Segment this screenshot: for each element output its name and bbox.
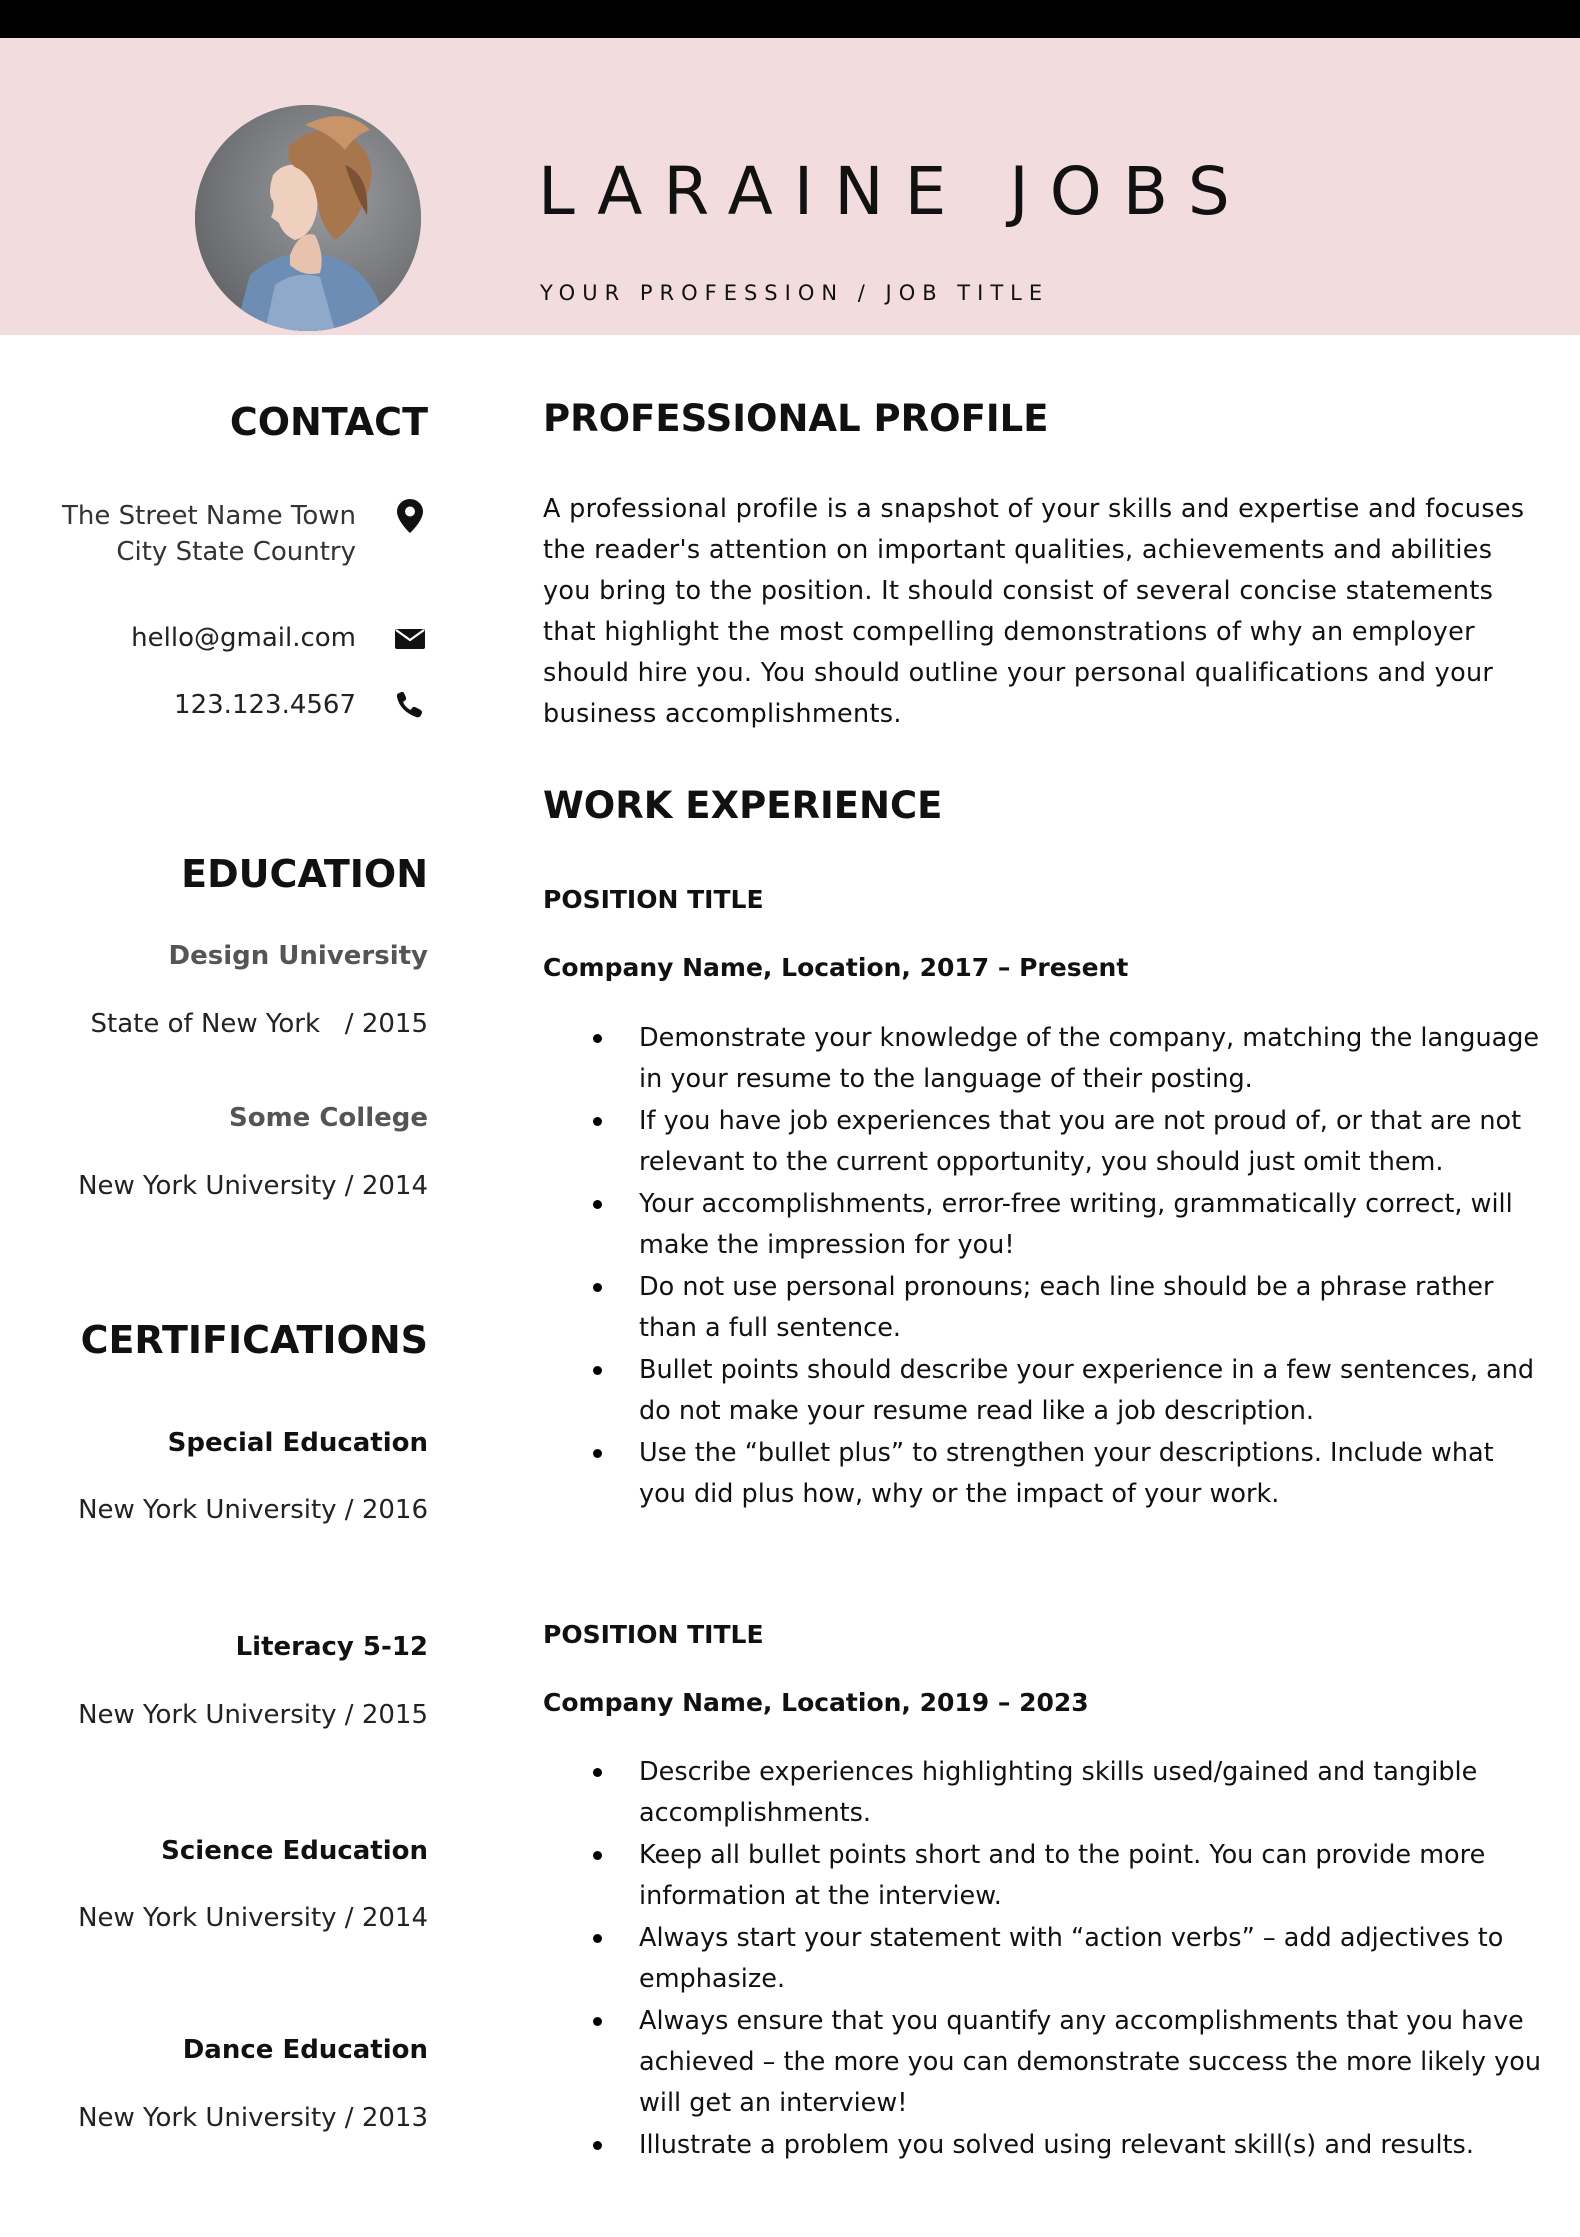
certification-item-2 xyxy=(40,1632,428,1662)
list-item: Use the “bullet plus” to strengthen your descriptions. Include what you did plus how, why or the impact of your work. xyxy=(543,1433,1543,1515)
job-title: POSITION TITLE xyxy=(543,1620,764,1649)
certification-title: Literacy 5-12 xyxy=(235,1632,428,1662)
education-heading: EDUCATION xyxy=(181,852,428,896)
address-line1: The Street Name Town xyxy=(62,501,356,531)
email-text: hello@gmail.com xyxy=(131,623,356,653)
job-2-company-block xyxy=(543,1688,1543,1717)
list-item: Your accomplishments, error-free writing, grammatically correct, will make the impression for you! xyxy=(543,1184,1543,1266)
contact-section xyxy=(40,400,428,444)
education-item-2-detail xyxy=(40,1171,428,1201)
phone-icon xyxy=(392,687,428,723)
address-row xyxy=(62,498,428,570)
certification-title: Special Education xyxy=(167,1428,428,1458)
work-heading: WORK EXPERIENCE xyxy=(543,784,943,827)
address-block xyxy=(40,498,428,578)
job-2-title-block xyxy=(543,1620,1543,1649)
education-detail: State of New York / 2015 xyxy=(90,1009,428,1039)
email-row xyxy=(131,620,428,656)
phone-block xyxy=(40,687,428,727)
certification-item-1-detail xyxy=(40,1495,428,1525)
certification-detail: New York University / 2016 xyxy=(78,1495,428,1525)
job-1-title-block xyxy=(543,885,1543,914)
envelope-icon xyxy=(392,620,428,656)
header-banner xyxy=(0,38,1580,335)
candidate-name: LARAINE JOBS xyxy=(538,153,1251,230)
certification-detail: New York University / 2015 xyxy=(78,1700,428,1730)
list-item: Keep all bullet points short and to the point. You can provide more information at the interview. xyxy=(543,1835,1543,1917)
job-company: Company Name, Location, 2017 – Present xyxy=(543,953,1129,982)
email-block xyxy=(40,620,428,660)
top-black-bar xyxy=(0,0,1580,38)
map-pin-icon xyxy=(392,498,428,534)
certification-title: Science Education xyxy=(161,1836,428,1866)
certifications-heading: CERTIFICATIONS xyxy=(80,1318,428,1362)
education-school: Some College xyxy=(228,1103,428,1133)
job-2-bullets xyxy=(543,1752,1543,2167)
profile-section xyxy=(543,397,1543,440)
address-line2: City State Country xyxy=(116,537,356,567)
profile-body xyxy=(543,489,1528,735)
job-1-bullets xyxy=(543,1018,1543,1516)
certification-item-4 xyxy=(40,2035,428,2065)
education-item-2 xyxy=(40,1103,428,1133)
avatar xyxy=(195,105,421,331)
job-title: POSITION TITLE xyxy=(543,885,764,914)
certification-item-3 xyxy=(40,1836,428,1866)
job-company: Company Name, Location, 2019 – 2023 xyxy=(543,1688,1089,1717)
certification-title: Dance Education xyxy=(182,2035,428,2065)
profile-text: A professional profile is a snapshot of your skills and expertise and focuses the reader's attention on important qualities, achievements and abilities you bring to the position. It should consist of several concise statements that highlight the most compelling demonstrations of why an employer should hire you. You should outline your personal qualifications and your business accomplishments. xyxy=(543,494,1525,729)
work-section xyxy=(543,784,1543,827)
contact-heading: CONTACT xyxy=(229,400,428,444)
list-item: Describe experiences highlighting skills used/gained and tangible accomplishments. xyxy=(543,1752,1543,1834)
certification-item-1 xyxy=(40,1428,428,1458)
list-item: Always ensure that you quantify any accomplishments that you have achieved – the more you can demonstrate success the more likely you will get an interview! xyxy=(543,2001,1543,2124)
list-item: Illustrate a problem you solved using relevant skill(s) and results. xyxy=(543,2125,1543,2166)
portrait-photo-icon xyxy=(195,105,421,331)
list-item: Always start your statement with “action verbs” – add adjectives to emphasize. xyxy=(543,1918,1543,2000)
education-detail: New York University / 2014 xyxy=(78,1171,428,1201)
education-section xyxy=(40,852,428,896)
certifications-section xyxy=(40,1318,428,1362)
profession-title: YOUR PROFESSION / JOB TITLE xyxy=(540,281,1050,305)
phone-text: 123.123.4567 xyxy=(174,690,356,720)
certification-item-4-detail xyxy=(40,2103,428,2133)
list-item: Demonstrate your knowledge of the company, matching the language in your resume to the language of their posting. xyxy=(543,1018,1543,1100)
education-school: Design University xyxy=(168,941,428,971)
profile-heading: PROFESSIONAL PROFILE xyxy=(543,397,1049,440)
certification-detail: New York University / 2014 xyxy=(78,1903,428,1933)
education-item-1 xyxy=(40,941,428,971)
job-1-company-block xyxy=(543,953,1543,982)
list-item: If you have job experiences that you are not proud of, or that are not relevant to the current opportunity, you should just omit them. xyxy=(543,1101,1543,1183)
certification-item-3-detail xyxy=(40,1903,428,1933)
certification-detail: New York University / 2013 xyxy=(78,2103,428,2133)
list-item: Bullet points should describe your experience in a few sentences, and do not make your resume read like a job description. xyxy=(543,1350,1543,1432)
education-item-1-detail xyxy=(40,1009,428,1039)
list-item: Do not use personal pronouns; each line should be a phrase rather than a full sentence. xyxy=(543,1267,1543,1349)
certification-item-2-detail xyxy=(40,1700,428,1730)
phone-row xyxy=(174,687,428,723)
